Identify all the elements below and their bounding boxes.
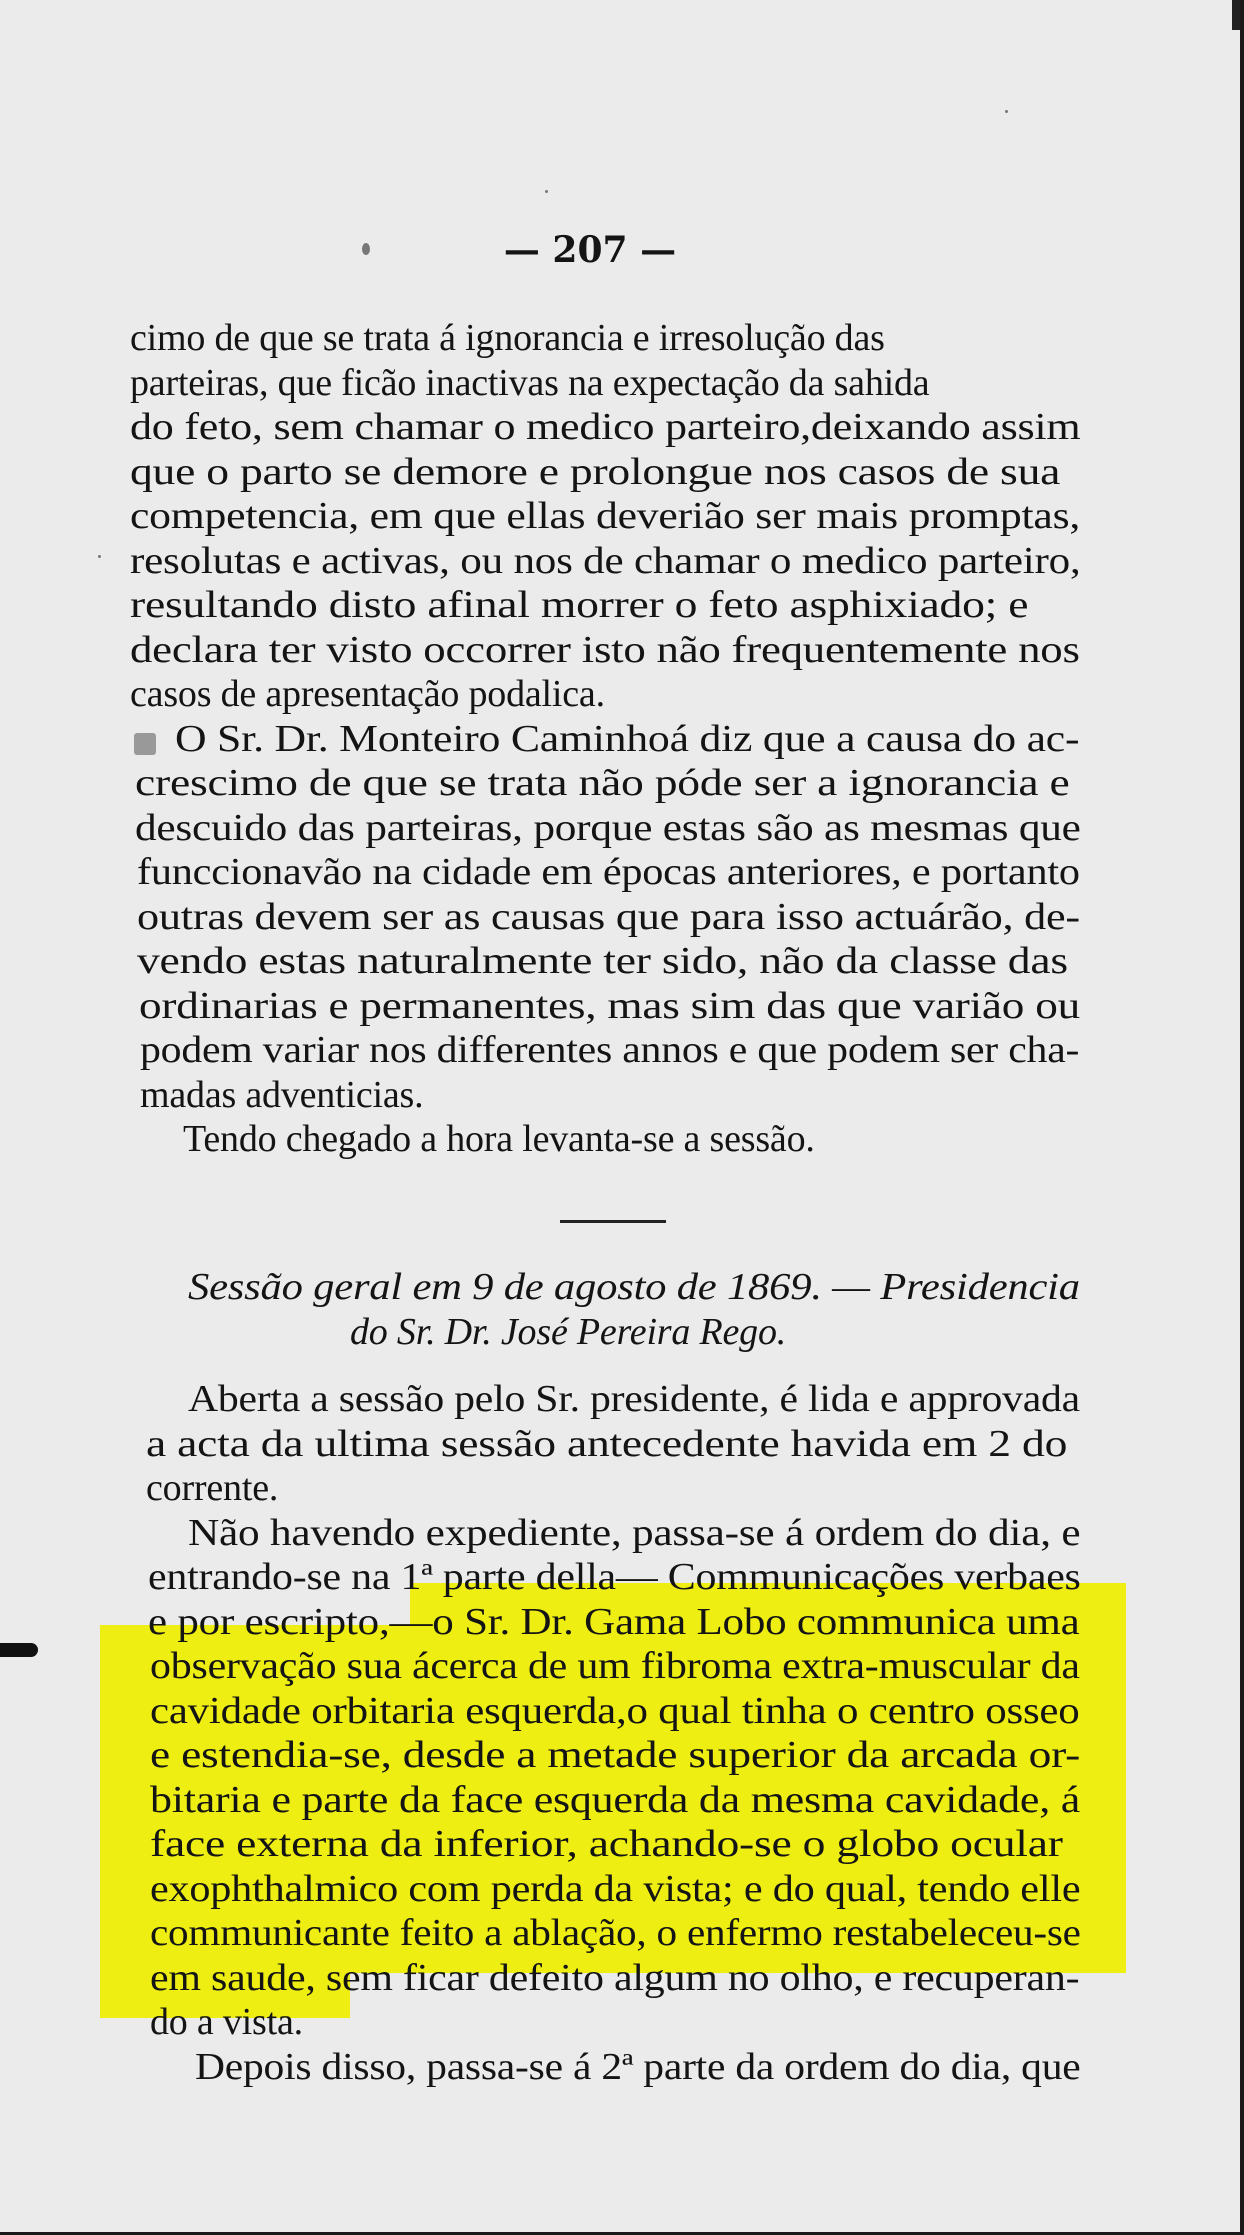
text-line: do feto, sem chamar o medico parteiro,deixando assim bbox=[130, 406, 1081, 448]
text-line: parteiras, que ficão inactivas na expectação da sahida bbox=[130, 362, 930, 404]
text-line: bitaria e parte da face esquerda da mesma cavidade, á bbox=[150, 1779, 1081, 1821]
text-line: cimo de que se trata á ignorancia e irresolução das bbox=[130, 317, 885, 359]
text-line: corrente. bbox=[146, 1467, 279, 1509]
binding-mark bbox=[0, 1643, 38, 1657]
text-line: descuido das parteiras, porque estas são as mesmas que bbox=[135, 807, 1081, 849]
section-separator-rule bbox=[560, 1220, 666, 1223]
ink-speck bbox=[1005, 110, 1008, 113]
text-line: funccionavão na cidade em épocas anteriores, e portanto bbox=[137, 851, 1080, 893]
text-line: em saude, sem ficar defeito algum no olho, e recuperan- bbox=[150, 1957, 1080, 1999]
text-line: outras devem ser as causas que para isso actuárão, de- bbox=[137, 896, 1080, 938]
text-line: a acta da ultima sessão antecedente havida em 2 do bbox=[146, 1423, 1068, 1465]
page-number: — 207 — bbox=[503, 229, 677, 271]
text-line: casos de apresentação podalica. bbox=[130, 673, 605, 715]
text-line: do a vista. bbox=[150, 2001, 303, 2043]
text-line: ordinarias e permanentes, mas sim das que varião ou bbox=[139, 985, 1080, 1027]
text-line: resolutas e activas, ou nos de chamar o medico parteiro, bbox=[130, 540, 1081, 582]
ink-speck bbox=[545, 190, 548, 193]
paragraph-6-text: Depois disso, passa-se á 2ª parte da ordem do dia, que bbox=[195, 2046, 1081, 2088]
text-line: competencia, em que ellas deverião ser mais promptas, bbox=[130, 495, 1081, 537]
text-line: declara ter visto occorrer isto não frequentemente nos bbox=[130, 629, 1080, 671]
text-line: O Sr. Dr. Monteiro Caminhoá diz que a causa do ac- bbox=[175, 718, 1080, 760]
text-line: entrando-se na 1ª parte della— Communicações verbaes bbox=[148, 1556, 1081, 1598]
text-line: e estendia-se, desde a metade superior da arcada or- bbox=[150, 1734, 1080, 1776]
scan-edge-right bbox=[1240, 0, 1244, 2235]
text-line: madas adventicias. bbox=[140, 1074, 424, 1116]
ink-speck bbox=[98, 555, 101, 558]
text-line: crescimo de que se trata não póde ser a ignorancia e bbox=[135, 762, 1070, 804]
text-line: face externa da inferior, achando-se o globo ocular bbox=[150, 1823, 1063, 1865]
ink-speck bbox=[362, 243, 370, 255]
text-line: vendo estas naturalmente ter sido, não da classe das bbox=[137, 940, 1068, 982]
session-heading-line-2: do Sr. Dr. José Pereira Rego. bbox=[350, 1311, 787, 1353]
text-line: que o parto se demore e prolongue nos casos de sua bbox=[130, 451, 1061, 493]
text-line: Aberta a sessão pelo Sr. presidente, é lida e approvada bbox=[188, 1378, 1080, 1420]
text-line: e por escripto,—o Sr. Dr. Gama Lobo communica uma bbox=[148, 1601, 1080, 1643]
text-line: communicante feito a ablação, o enfermo restabeleceu-se bbox=[150, 1912, 1081, 1954]
text-line: cavidade orbitaria esquerda,o qual tinha o centro osseo bbox=[150, 1690, 1080, 1732]
text-line: resultando disto afinal morrer o feto asphixiado; e bbox=[130, 584, 1029, 626]
text-line: observação sua ácerca de um fibroma extra-muscular da bbox=[150, 1645, 1080, 1687]
text-line: podem variar nos differentes annos e que podem ser cha- bbox=[140, 1029, 1080, 1071]
paragraph-3-text: Tendo chegado a hora levanta-se a sessão. bbox=[183, 1118, 815, 1160]
ink-blot bbox=[134, 733, 156, 755]
text-line: exophthalmico com perda da vista; e do qual, tendo elle bbox=[150, 1868, 1081, 1910]
session-heading-line-1: Sessão geral em 9 de agosto de 1869. — Presidencia bbox=[188, 1266, 1080, 1308]
text-line: Não havendo expediente, passa-se á ordem do dia, e bbox=[188, 1512, 1081, 1554]
